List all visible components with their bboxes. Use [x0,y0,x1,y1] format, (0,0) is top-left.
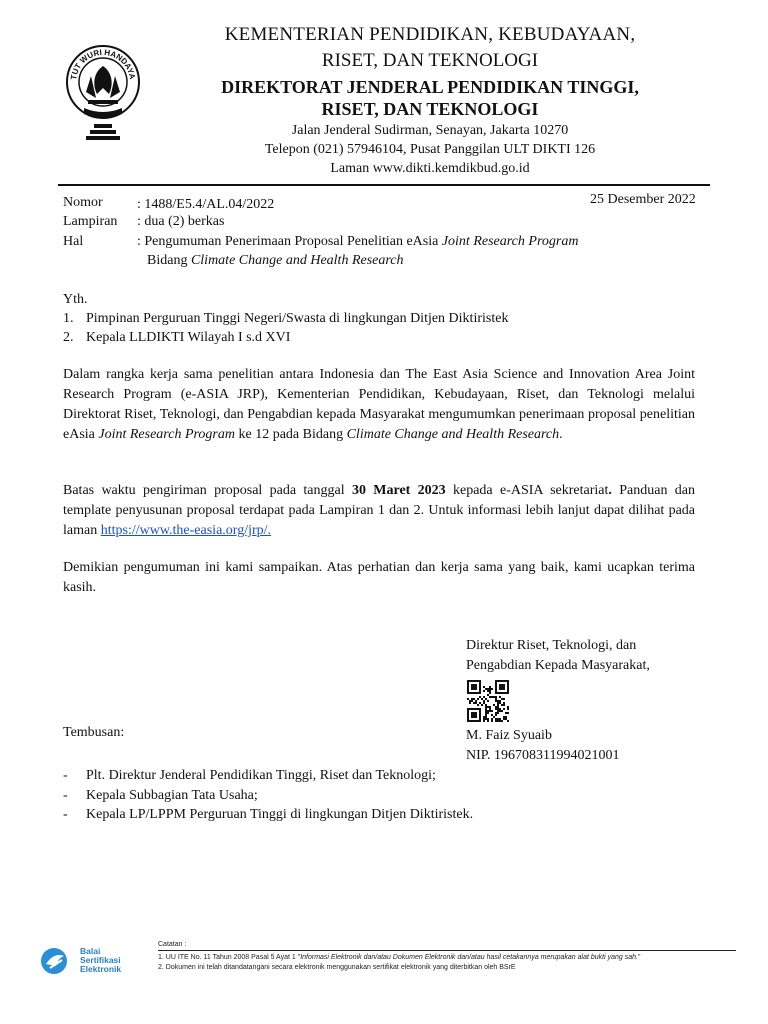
bsre-emblem-icon [38,946,72,976]
bsre-line2: Sertifikasi [80,955,121,965]
p2-text-e: Panduan dan template penyusunan proposal terdapat pada Lampiran 1 dan 2. Untuk informasi lebih lanjut dapat dilihat pada laman [63,483,695,538]
p1-text-c: ke 12 pada Bidang [235,427,347,442]
header-address: Jalan Jenderal Sudirman, Senayan, Jakarta 10270 [291,123,569,138]
tembusan-item-3 [63,805,473,824]
hal-value-line1-italic: Joint Research Program [441,234,579,249]
header-directorate-line2: RISET, DAN TEKNOLOGI [321,99,539,119]
hal-value-line1-text: : Pengumuman Penerimaan Proposal Penelitian eAsia [137,234,442,249]
recipient-num-2: 2. [63,330,74,345]
footer-note-2: 2. Dokumen ini telah ditandatangani secara elektronik menggunakan sertifikat elektronik yang diterbitkan oleh BSrE [158,964,516,971]
tembusan-label: Tembusan: [63,725,125,740]
lampiran-label: Lampiran [63,214,118,229]
signature-title-line2: Pengabdian Kepada Masyarakat, [466,658,650,673]
p1-text-e: . [559,427,563,442]
p2-period: . [608,483,612,498]
hal-value-line2-text: Bidang [147,253,191,268]
p1-italic-program: Joint Research Program [98,427,235,442]
note1-suffix: " [637,954,641,961]
header-ministry-line1: KEMENTERIAN PENDIDIKAN, KEBUDAYAAN, [224,24,636,45]
easia-link[interactable]: https://www.the-easia.org/jrp/. [100,523,272,538]
qr-code [466,680,510,722]
hal-label: Hal [63,234,84,249]
greeting: Yth. [63,292,88,307]
p2-text-c: kepada e-ASIA sekretariat [445,483,609,498]
body-paragraph-1 [63,365,695,445]
p1-text-a: Dalam rangka kerja sama penelitian antara Indonesia dan The East Asia Science and Innovation Area Joint Research Program (e-ASIA JRP), Kementerian Pendidikan, Kebudayaan, Riset, dan Teknologi melalui Direktorat Riset, Teknologi, dan Pengabdian kepada Masyarakat mengumumkan penerimaan proposal penelitian eAsia [63,367,695,442]
bsre-line3: Elektronik [80,964,122,974]
ministry-logo [64,36,142,146]
note1-quote: Informasi Elektronik dan/atau Dokumen Elektronik dan/atau hasil cetakannya merupakan alat bukti yang sah. [300,954,638,961]
note1-prefix: 1. UU ITE No. 11 Tahun 2008 Pasal 5 Ayat 1 " [158,954,301,961]
header-website: Laman www.dikti.kemdikbud.go.id [330,161,530,176]
tembusan-text-2: Kepala Subbagian Tata Usaha; [86,788,258,803]
tembusan-dash-1: - [63,768,68,783]
nomor-label: Nomor [63,195,103,210]
letter-date: 25 Desember 2022 [590,192,696,207]
bsre-logo [38,944,148,978]
catatan-label: Catatan : [158,941,187,948]
recipient-text-2: Kepala LLDIKTI Wilayah I s.d XVI [86,330,291,345]
signatory-name: M. Faiz Syuaib [466,728,552,743]
nomor-value: : 1488/E5.4/AL.04/2022 [137,197,275,212]
p2-deadline: 30 Maret 2023 [351,483,446,498]
header-directorate-line1: DIREKTORAT JENDERAL PENDIDIKAN TINGGI, [221,77,639,97]
tembusan-text-3: Kepala LP/LPPM Perguruan Tinggi di lingkungan Ditjen Diktiristek. [86,807,474,822]
header-ministry-line2: RISET, DAN TEKNOLOGI [321,50,539,71]
footer-divider [158,950,736,951]
hal-value-line2 [147,251,404,270]
recipient-num-1: 1. [63,311,74,326]
header-divider [58,184,710,186]
recipient-item-2 [63,328,290,347]
hal-value-line2-italic: Climate Change and Health Research [190,253,404,268]
header-phone: Telepon (021) 57946104, Pusat Panggilan ULT DIKTI 126 [264,142,596,157]
recipient-text-1: Pimpinan Perguruan Tinggi Negeri/Swasta di lingkungan Ditjen Diktiristek [86,311,509,326]
tembusan-item-2 [63,786,258,805]
footer-note-1 [158,953,640,963]
tembusan-dash-2: - [63,788,68,803]
p1-italic-field: Climate Change and Health Research [346,427,560,442]
hal-value-line1 [137,232,578,251]
signatory-nip: NIP. 196708311994021001 [466,748,620,763]
lampiran-value: : dua (2) berkas [137,214,225,229]
tembusan-item-1 [63,766,436,785]
body-paragraph-3: Demikian pengumuman ini kami sampaikan. Atas perhatian dan kerja sama yang baik, kami ucapkan terima kasih. [63,560,695,595]
bsre-line1: Balai [80,946,101,956]
signature-title-line1: Direktur Riset, Teknologi, dan [466,638,637,653]
tembusan-dash-3: - [63,807,68,822]
svg-text:TUT WURI HANDAYANI: TUT WURI HANDAYA [69,47,137,81]
p2-text-a: Batas waktu pengiriman proposal pada tanggal [63,483,352,498]
tembusan-text-1: Plt. Direktur Jenderal Pendidikan Tinggi, Riset dan Teknologi; [86,768,436,783]
recipient-item-1 [63,309,508,328]
body-paragraph-2 [63,481,695,541]
